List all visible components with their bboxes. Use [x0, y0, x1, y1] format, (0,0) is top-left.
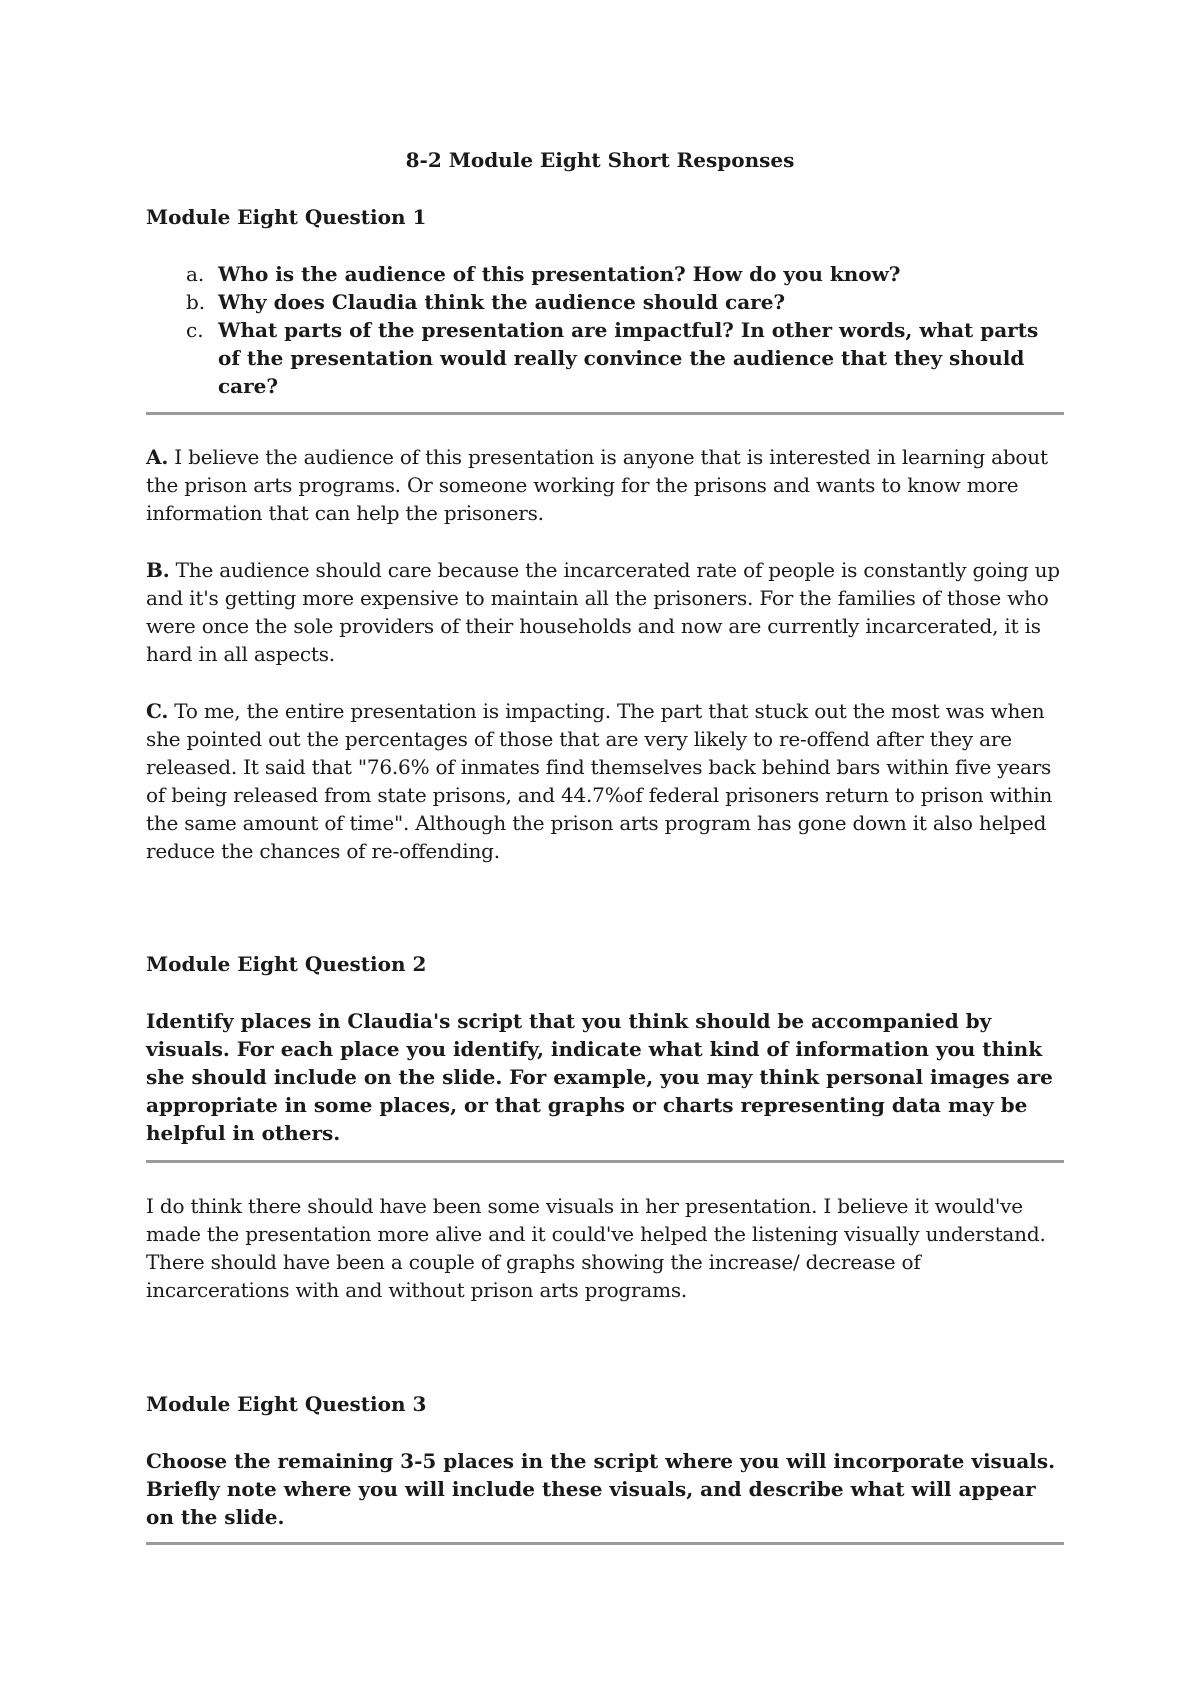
question1-list	[146, 260, 1066, 400]
answer-text: To me, the entire presentation is impacting. The part that stuck out the most was when she pointed out the percentages of those that are very likely to re-offend after they are released. It said that "76.6% of inmates find themselves back behind bars within five years of being released from state prisons, and 44.7%of federal prisoners return to prison within the same amount of time". Although the prison arts program has gone down it also helped reduce the chances of re-offending.	[146, 699, 1053, 863]
horizontal-divider	[146, 1542, 1064, 1545]
question1-item-a	[146, 260, 1066, 288]
answer-label: B.	[146, 558, 170, 582]
answer-label: C.	[146, 699, 169, 723]
list-marker: c.	[186, 318, 204, 342]
question3-heading: Module Eight Question 3	[146, 1392, 427, 1416]
list-marker: a.	[186, 262, 205, 286]
question2-heading: Module Eight Question 2	[146, 952, 427, 976]
answer-a	[146, 443, 1066, 527]
answer-b	[146, 556, 1066, 668]
question-text: Who is the audience of this presentation? How do you know?	[218, 262, 901, 286]
answer-label: A.	[146, 445, 169, 469]
answer-c	[146, 697, 1066, 865]
horizontal-divider	[146, 412, 1064, 415]
document-title: 8-2 Module Eight Short Responses	[405, 148, 795, 172]
question3-prompt: Choose the remaining 3-5 places in the script where you will incorporate visuals. Briefly note where you will include these visuals, and describe what will appear on the slide.	[146, 1449, 1056, 1529]
list-marker: b.	[186, 290, 206, 314]
question1-item-c	[146, 316, 1066, 400]
question1-item-b	[146, 288, 1066, 316]
answer-text: I believe the audience of this presentation is anyone that is interested in learning about the prison arts programs. Or someone working for the prisons and wants to know more information that can help the prisoners.	[146, 445, 1048, 525]
question2-prompt: Identify places in Claudia's script that you think should be accompanied by visuals. For each place you identify, indicate what kind of information you think she should include on the slide. For example, you may think personal images are appropriate in some places, or that graphs or charts representing data may be helpful in others.	[146, 1009, 1053, 1145]
question1-heading: Module Eight Question 1	[146, 205, 427, 229]
question-text: What parts of the presentation are impactful? In other words, what parts of the presentation would really convince the audience that they should care?	[218, 318, 1039, 398]
answer-text: The audience should care because the incarcerated rate of people is constantly going up and it's getting more expensive to maintain all the prisoners. For the families of those who were once the sole providers of their households and now are currently incarcerated, it is hard in all aspects.	[146, 558, 1060, 666]
question-text: Why does Claudia think the audience should care?	[218, 290, 786, 314]
horizontal-divider	[146, 1160, 1064, 1163]
question2-answer: I do think there should have been some visuals in her presentation. I believe it would've made the presentation more alive and it could've helped the listening visually understand. There should have been a couple of graphs showing the increase/ decrease of incarcerations with and without prison arts programs.	[146, 1194, 1046, 1302]
